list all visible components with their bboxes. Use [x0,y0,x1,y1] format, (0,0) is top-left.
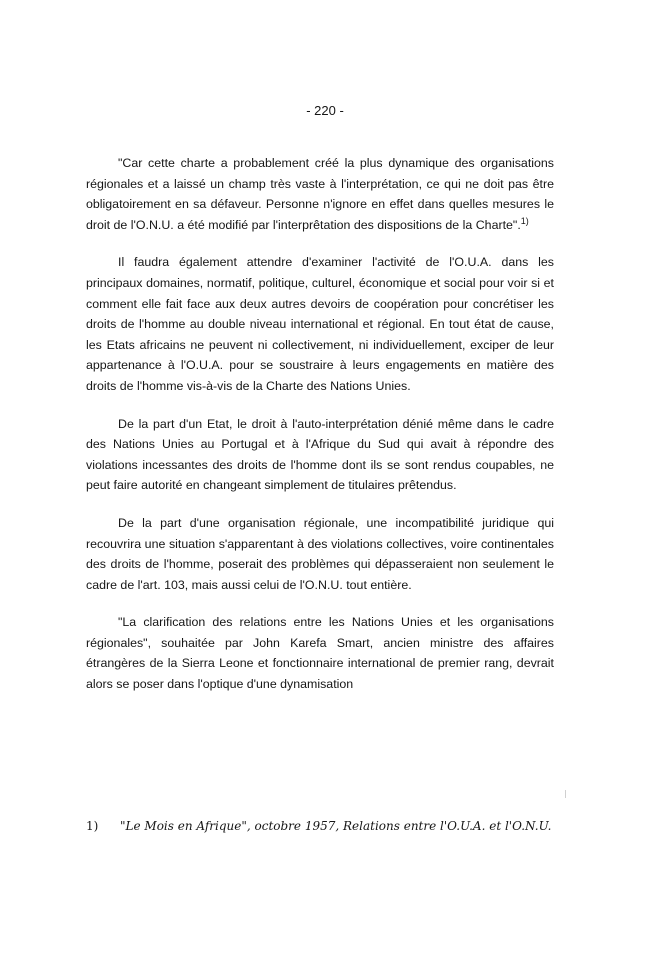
paragraph-3: De la part d'un Etat, le droit à l'auto-interprétation dénié même dans le cadre des Nations Unies au Portugal et à l'Afrique du Sud qui avait à répondre des violations incessantes des droits de l'homme dont ils se sont rendus coupables, ne peut faire autorité en changeant simplement de titulaires prêtendus. [86,416,554,493]
paragraph-2: Il faudra également attendre d'examiner l'activité de l'O.U.A. dans les principaux domaines, normatif, politique, culturel, économique et social pour voir si et comment elle fait face aux deux autres devoirs de coopération pour concrétiser les droits de l'homme au double niveau international et régional. En tout état de cause, les Etats africains ne peuvent ni collectivement, ni individuellement, exciper de leur appartenance à l'O.U.A. pour se soustraire à leurs engagements en matière des droits de l'homme vis-à-vis de la Charte des Nations Unies. [86,255,554,393]
footnote-reference: 1) [520,215,529,226]
paragraph-5: "La clarification des relations entre les Nations Unies et les organisations régionales", souhaitée par John Karefa Smart, ancien ministre des affaires étrangères de la Sierra Leone et fonctionnaire international de premier rang, devrait alors se poser dans l'optique d'une dynamisation [86,615,554,692]
page-number: - 220 - [306,103,344,118]
paragraph-1-text: "Car cette charte a probablement créé la plus dynamique des organisations régionales et a laissé un champ très vaste à l'interprétation, ce qui ne doit pas être obligatoirement en sa défaveur. Personne n'ignore en effet dans quelles mesures le droit de l'O.N.U. a été modifié par l'interprêtation des dispositions de la Charte". [86,156,554,232]
body-text [86,153,554,712]
paragraph-4: De la part d'une organisation régionale, une incompatibilité juridique qui recouvrira une situation s'apparentant à des violations collectives, voire continentales des droits de l'homme, poserait des problèmes qui dépasseraient non seulement le cadre de l'art. 103, mais aussi celui de l'O.N.U. tout entière. [86,515,554,592]
paragraph-1 [86,153,554,235]
footnote-text: "Le Mois en Afrique", octobre 1957, Relations entre l'O.U.A. et l'O.N.U. [120,819,552,833]
footnote [86,818,556,834]
scan-mark [565,790,566,798]
footnote-number: 1) [86,819,99,833]
